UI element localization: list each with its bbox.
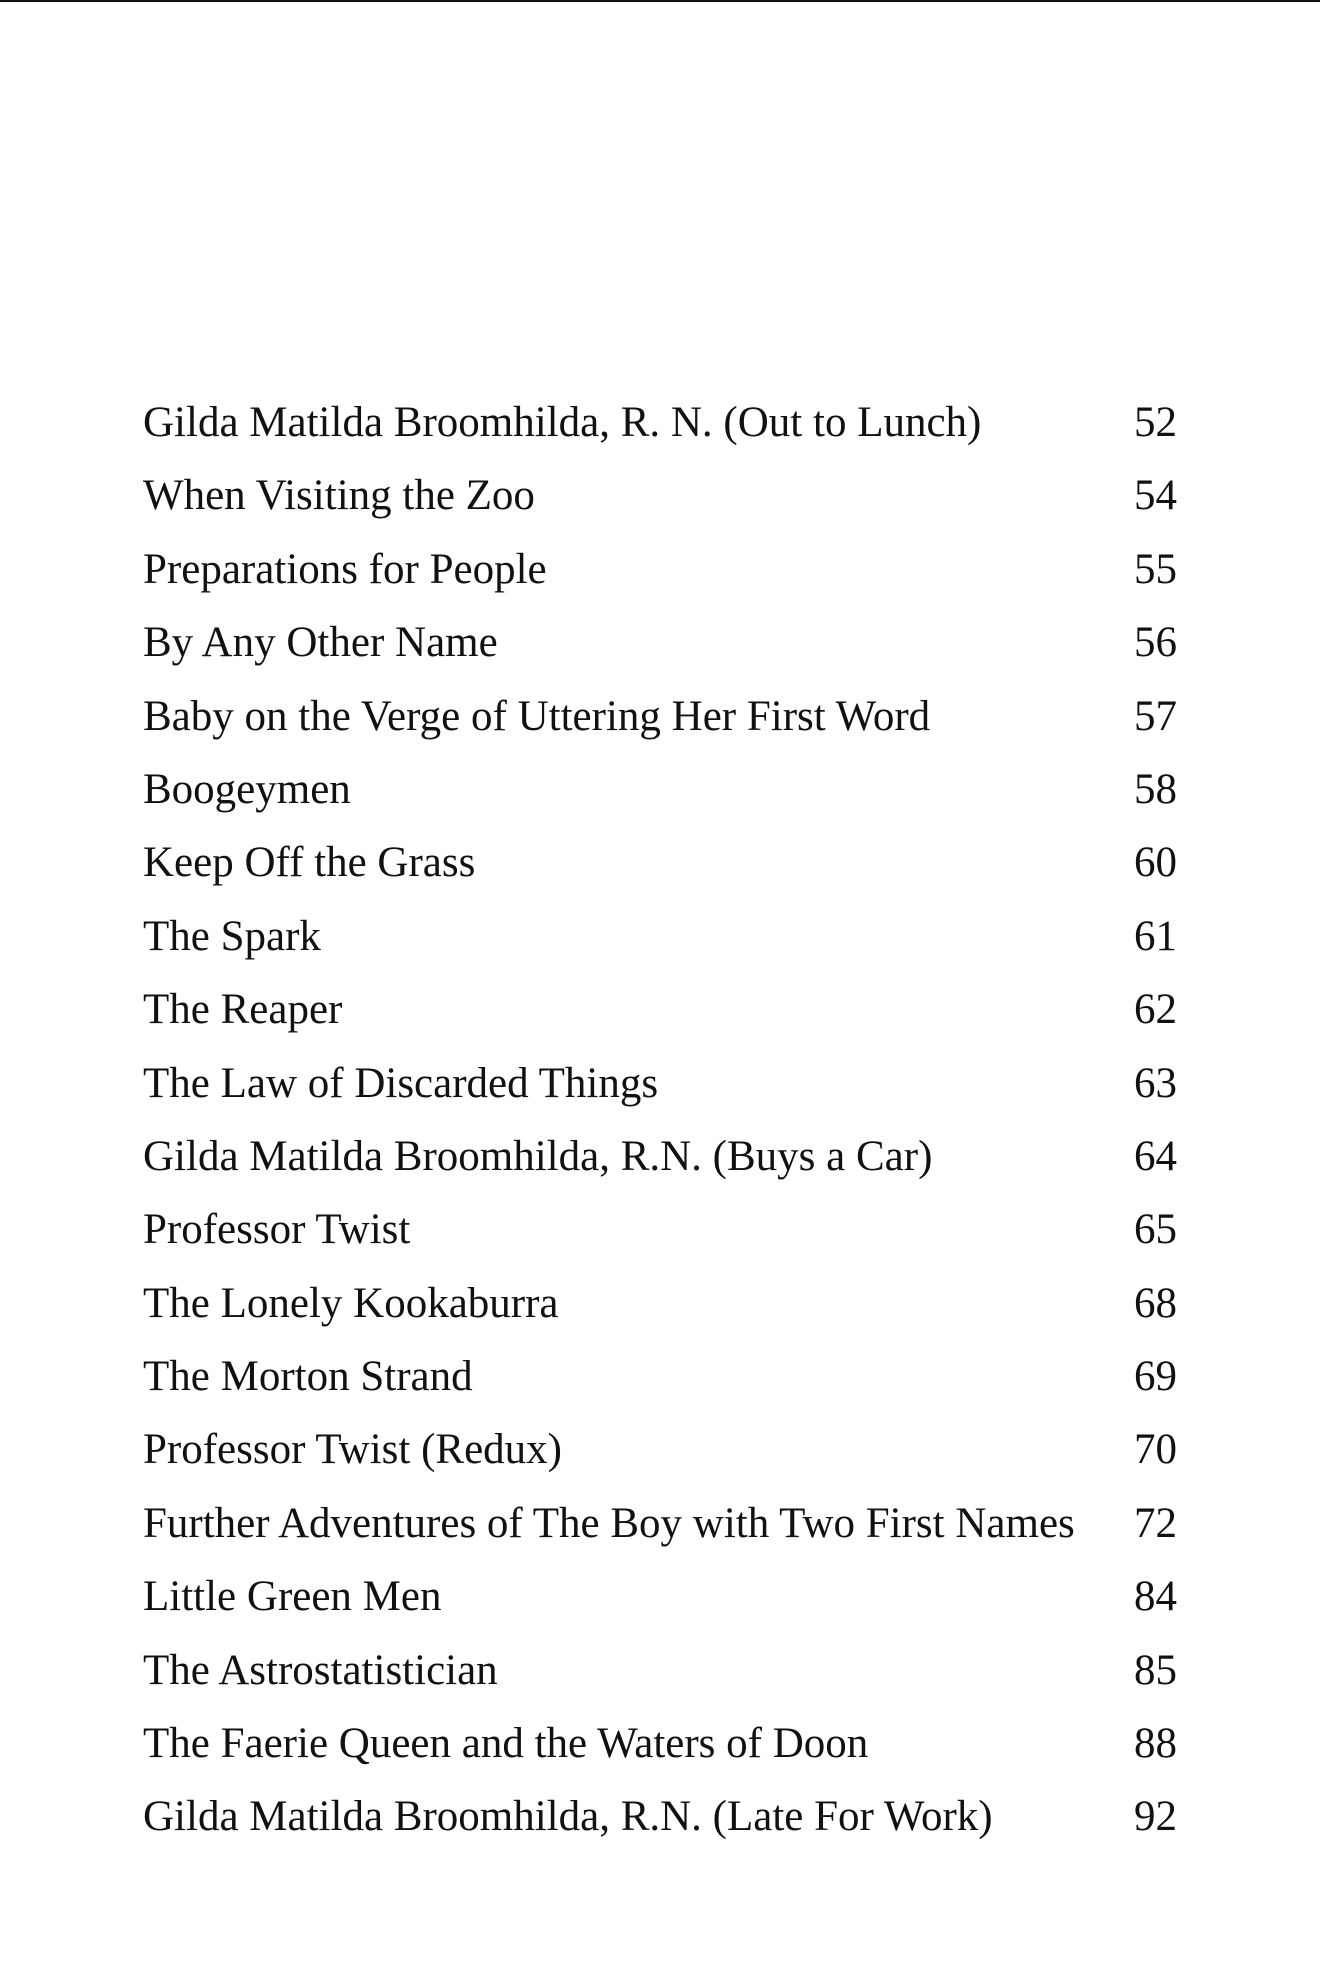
- toc-entry: [143, 533, 1177, 606]
- toc-entry-title: The Faerie Queen and the Waters of Doon: [143, 1720, 869, 1768]
- toc-entry-page: 84: [1134, 1573, 1177, 1621]
- toc-entry: [143, 1193, 1177, 1266]
- toc-entry-title: The Law of Discarded Things: [143, 1059, 659, 1107]
- toc-entry-page: 56: [1134, 619, 1177, 667]
- toc-entry: [143, 753, 1177, 826]
- toc-entry: [143, 680, 1177, 753]
- top-border-rule: [0, 0, 1320, 2]
- toc-entry: [143, 459, 1177, 532]
- toc-entry-page: 88: [1134, 1720, 1177, 1768]
- toc-entry-title: The Reaper: [143, 986, 343, 1034]
- toc-entry-title: Gilda Matilda Broomhilda, R.N. (Late For Work): [143, 1793, 993, 1841]
- toc-entry-title: Professor Twist (Redux): [143, 1426, 562, 1474]
- toc-entry-title: Preparations for People: [143, 545, 547, 593]
- toc-entry: [143, 1120, 1177, 1193]
- toc-entry-page: 62: [1134, 986, 1177, 1034]
- toc-entry: [143, 1487, 1177, 1560]
- toc-entry-title: Gilda Matilda Broomhilda, R.N. (Buys a Car): [143, 1132, 933, 1180]
- toc-entry: [143, 1780, 1177, 1853]
- toc-entry: [143, 386, 1177, 459]
- toc-entry-title: Professor Twist: [143, 1206, 411, 1254]
- toc-entry: [143, 1707, 1177, 1780]
- toc-entry: [143, 1560, 1177, 1633]
- toc-entry: [143, 900, 1177, 973]
- toc-entry-title: Keep Off the Grass: [143, 839, 476, 887]
- toc-entry-title: Boogeymen: [143, 765, 351, 813]
- toc-entry-page: 65: [1134, 1206, 1177, 1254]
- toc-entry-page: 61: [1134, 912, 1177, 960]
- toc-entry-title: The Astrostatistician: [143, 1646, 498, 1694]
- toc-entry: [143, 826, 1177, 899]
- toc-entry-page: 92: [1134, 1793, 1177, 1841]
- toc-entry: [143, 606, 1177, 679]
- toc-entry-page: 60: [1134, 839, 1177, 887]
- toc-entry-title: The Spark: [143, 912, 321, 960]
- toc-entry-title: By Any Other Name: [143, 619, 498, 667]
- toc-entry-title: When Visiting the Zoo: [143, 472, 535, 520]
- toc-entry-title: The Lonely Kookaburra: [143, 1279, 559, 1327]
- toc-entry-page: 58: [1134, 765, 1177, 813]
- toc-entry-title: The Morton Strand: [143, 1353, 473, 1401]
- toc-entry: [143, 1047, 1177, 1120]
- toc-entry-page: 68: [1134, 1279, 1177, 1327]
- toc-entry: [143, 1340, 1177, 1413]
- toc-entry: [143, 1413, 1177, 1486]
- toc-entry-page: 57: [1134, 692, 1177, 740]
- toc-entry-page: 64: [1134, 1132, 1177, 1180]
- toc-entry-page: 85: [1134, 1646, 1177, 1694]
- toc-entry: [143, 1634, 1177, 1707]
- toc-entry-title: Gilda Matilda Broomhilda, R. N. (Out to Lunch): [143, 399, 982, 446]
- toc-entry-title: Little Green Men: [143, 1573, 442, 1621]
- toc-entry-page: 55: [1134, 545, 1177, 593]
- table-of-contents: [143, 386, 1177, 1854]
- toc-entry-page: 70: [1134, 1426, 1177, 1474]
- toc-entry-title: Further Adventures of The Boy with Two First Names: [143, 1499, 1075, 1547]
- toc-entry-page: 63: [1134, 1059, 1177, 1107]
- toc-entry: [143, 973, 1177, 1046]
- toc-entry-page: 72: [1134, 1499, 1177, 1547]
- toc-entry-page: 52: [1134, 399, 1177, 446]
- toc-entry: [143, 1267, 1177, 1340]
- toc-entry-page: 54: [1134, 472, 1177, 520]
- toc-entry-title: Baby on the Verge of Uttering Her First Word: [143, 692, 931, 740]
- toc-entry-page: 69: [1134, 1353, 1177, 1401]
